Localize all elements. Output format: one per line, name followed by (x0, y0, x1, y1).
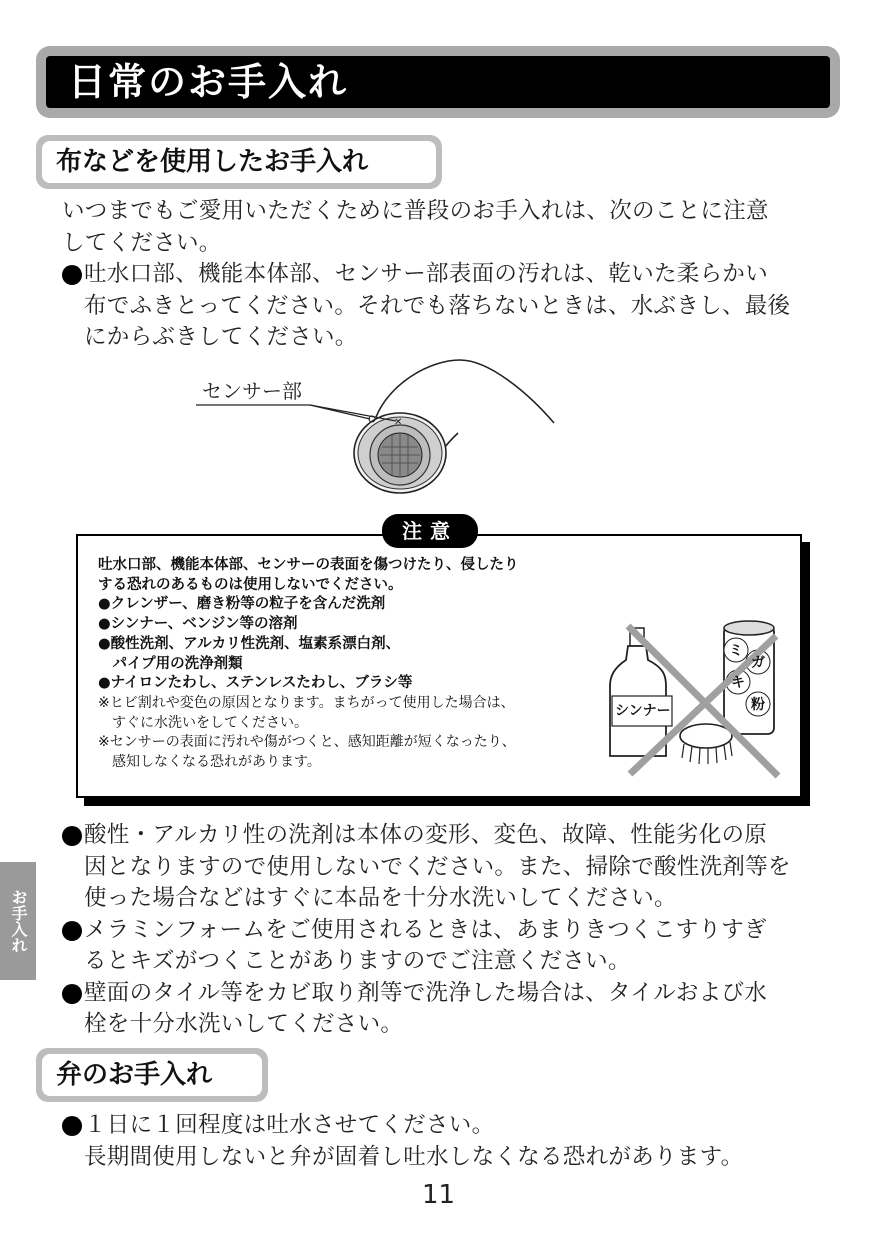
bullet-text: 布でふきとってください。それでも落ちないときは、水ぶきし、最後 (84, 292, 791, 319)
section1-heading: 布などを使用したお手入れ (42, 141, 436, 183)
caution-line: 吐水口部、機能本体部、センサーの表面を傷つけたり、侵したり (98, 557, 519, 573)
bullet-text: 長期間使用しないと弁が固着し吐水しなくなる恐れがあります。 (84, 1143, 744, 1170)
bullet-text: 吐水口部、機能本体部、センサー部表面の汚れは、乾いた柔らかい (84, 261, 769, 287)
section1-body (62, 196, 790, 354)
section2-tab (36, 1048, 268, 1102)
page-number: 11 (421, 1180, 456, 1210)
svg-text:✕: ✕ (394, 417, 403, 428)
bullet-icon (62, 984, 82, 1004)
section1-tab (36, 135, 442, 189)
caution-text (98, 556, 519, 773)
intro-line: してください。 (62, 229, 222, 256)
can-label-char: 粉 (751, 697, 765, 713)
caution-box (76, 534, 802, 798)
caution-note: ※ヒビ割れや変色の原因となります。まちがって使用した場合は、 (98, 694, 515, 711)
bullet-text: るとキズがつくことがありますのでご注意ください。 (84, 948, 631, 974)
caution-line: ●ナイロンたわし、ステンレスたわし、ブラシ等 (98, 675, 413, 692)
bullet-text: 因となりますので使用しないでください。また、掃除で酸性洗剤等を (84, 853, 791, 880)
caution-line: パイプ用の洗浄剤類 (98, 655, 243, 672)
bullet-text: 壁面のタイル等をカビ取り剤等で洗浄した場合は、タイルおよび水 (84, 979, 768, 1006)
caution-note: 感知しなくなる恐れがあります。 (98, 754, 321, 771)
bullet-text: メラミンフォームをご使用されるときは、あまりきつくこすりすぎ (84, 916, 767, 943)
maintenance-notes (62, 820, 791, 1041)
bullet-icon (62, 1116, 82, 1136)
side-tab-label: お手入れ (0, 862, 36, 980)
bullet-item (62, 820, 791, 852)
bullet-text: 使った場合などはすぐに本品を十分水洗いしてください。 (84, 885, 677, 911)
intro-line: いつまでもご愛用いただくために普段のお手入れは、次のことに注意 (62, 198, 769, 224)
bullet-text: にからぶきしてください。 (84, 324, 358, 350)
bullet-text: １日に１回程度は吐水させてください。 (84, 1112, 495, 1138)
caution-line: ●酸性洗剤、アルカリ性洗剤、塩素系漂白剤、 (98, 635, 401, 652)
bottle-label: シンナー (615, 703, 671, 719)
bullet-text: 栓を十分水洗いしてください。 (84, 1011, 404, 1037)
section2-heading: 弁のお手入れ (42, 1054, 262, 1096)
caution-note: すぐに水洗いをしてください。 (98, 714, 308, 731)
caution-label: 注意 (382, 514, 478, 548)
caution-note: ※センサーの表面に汚れや傷がつくと、感知距離が短くなったり、 (98, 734, 516, 751)
bullet-icon (62, 826, 82, 846)
bullet-item (62, 259, 790, 291)
can-label-char: キ (731, 675, 745, 691)
bullet-text: 酸性・アルカリ性の洗剤は本体の変形、変色、故障、性能劣化の原 (84, 822, 768, 848)
can-label-char: ミ (729, 643, 743, 659)
bullet-item (62, 978, 791, 1010)
section2-body (62, 1110, 743, 1173)
page-title: 日常のお手入れ (46, 56, 830, 108)
bullet-item (62, 1110, 743, 1142)
caution-line: する恐れのあるものは使用しないでください。 (98, 576, 403, 593)
bullet-item (62, 915, 791, 947)
sensor-label: センサー部 (202, 379, 302, 403)
bullet-icon (62, 265, 82, 285)
caution-line: ●クレンザー、磨き粉等の粒子を含んだ洗剤 (98, 596, 386, 613)
prohibited-items-illustration (608, 606, 798, 786)
bullet-icon (62, 921, 82, 941)
can-label-char: ガ (751, 655, 765, 671)
caution-line: ●シンナー、ベンジン等の溶剤 (98, 616, 298, 633)
